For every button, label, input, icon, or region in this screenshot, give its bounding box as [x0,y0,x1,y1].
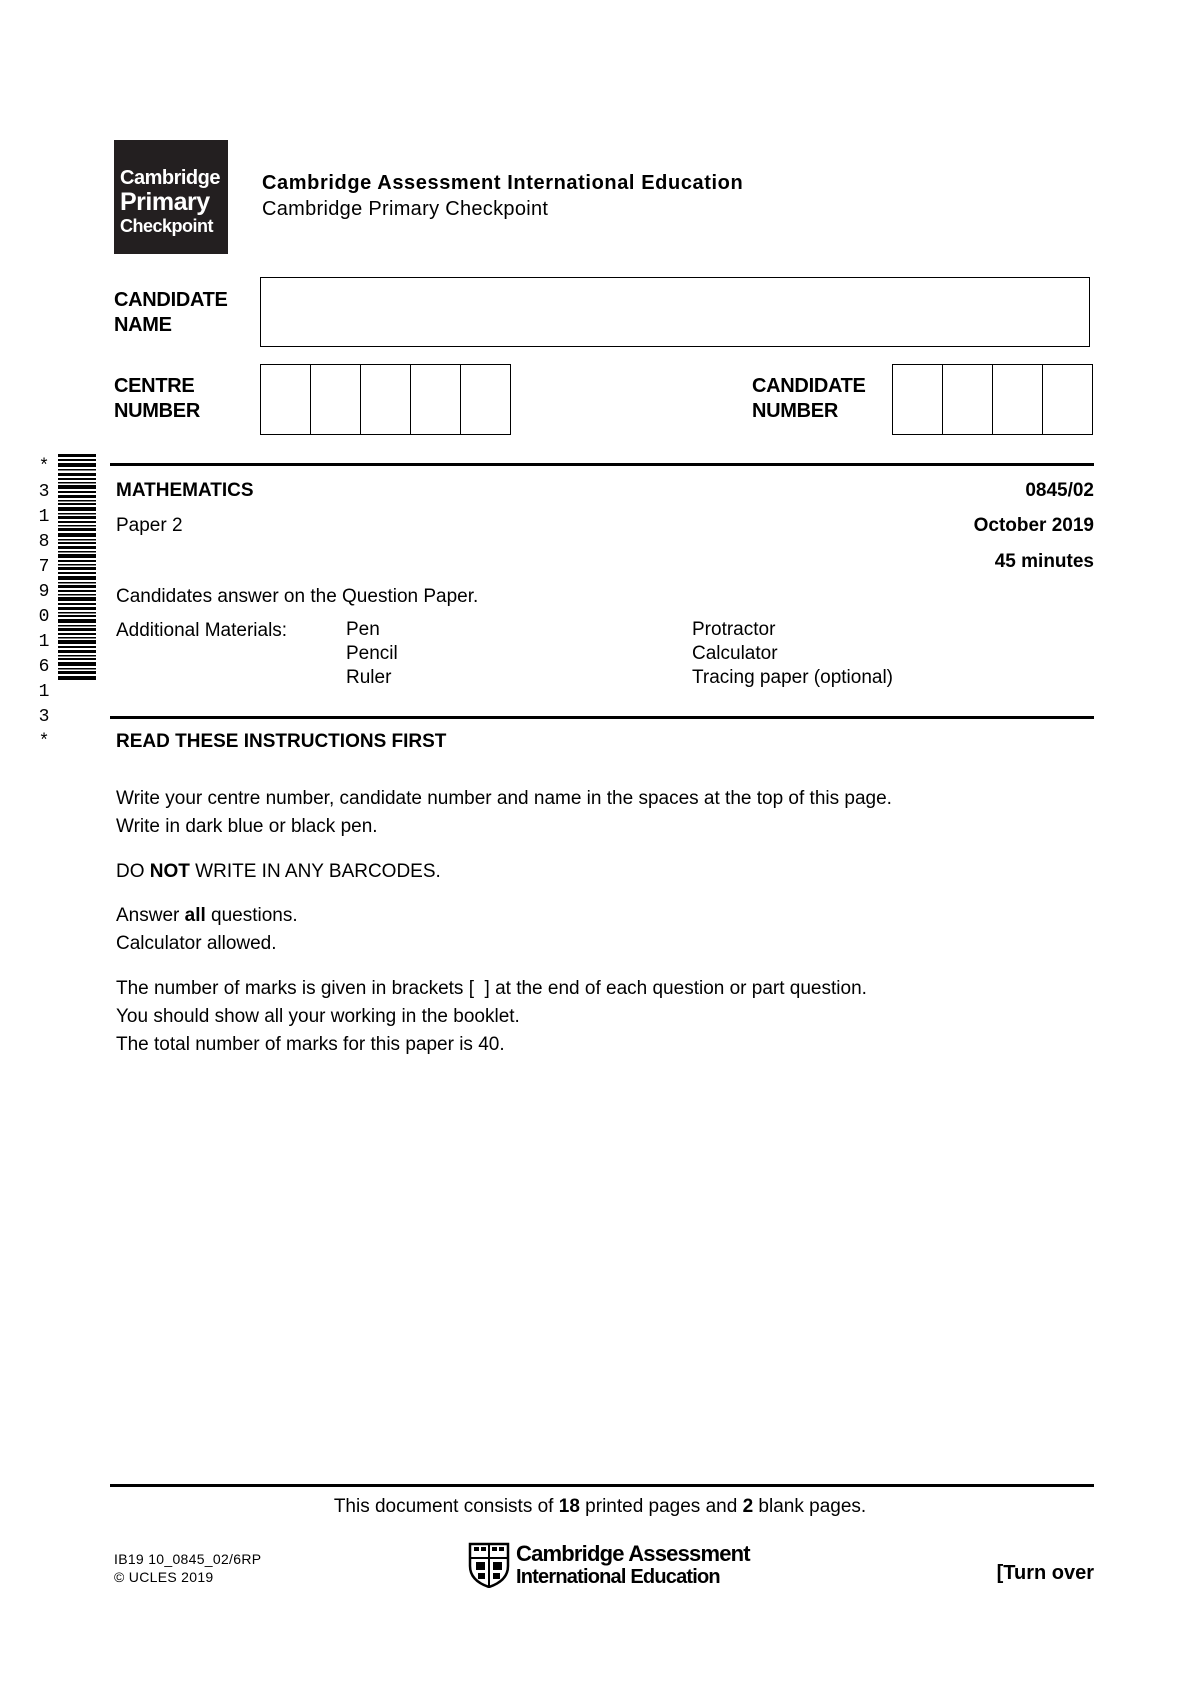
barcode-digit: * [38,732,50,752]
barcode-digit: 7 [38,557,50,577]
barcode-digit: 1 [38,682,50,702]
divider-top [110,463,1094,466]
page-count-note [0,1496,1200,1518]
instruction-line: Write your centre number, candidate number and name in the spaces at the top of this page. [116,788,892,809]
instruction-text: questions. [205,905,298,926]
paper-code: 0845/02 [1025,480,1094,501]
instruction-emphasis: NOT [149,861,190,882]
instruction-line: The total number of marks for this paper is 40. [116,1034,505,1055]
candidate-name-label-line2: NAME [114,314,172,336]
instruction-text: WRITE IN ANY BARCODES. [189,861,441,882]
instructions-heading: READ THESE INSTRUCTIONS FIRST [116,731,447,752]
instruction-emphasis: all [184,905,206,926]
instruction-line: Calculator allowed. [116,933,277,954]
centre-number-digit-box[interactable] [311,365,361,434]
instruction-text: DO [116,861,150,882]
divider-middle [110,716,1094,719]
barcode-digit: 9 [38,582,50,602]
centre-number-label-line2: NUMBER [114,400,200,422]
centre-number-boxes[interactable] [260,364,511,435]
barcode-digit: 3 [38,482,50,502]
material-item: Ruler [346,667,392,688]
instruction-1 [116,785,892,841]
materials-list-2 [692,618,893,690]
logo-line-3: Checkpoint [120,216,214,236]
barcode-digit: 8 [38,532,50,552]
candidate-number-label [752,374,866,424]
logo-line-2: Primary [120,188,210,216]
shield-crest-icon [468,1542,510,1588]
note-text: blank pages. [753,1496,867,1517]
centre-number-digit-box[interactable] [411,365,461,434]
instruction-line: You should show all your working in the booklet. [116,1006,520,1027]
instruction-3 [116,902,298,958]
candidate-name-label-line1: CANDIDATE [114,289,228,311]
candidate-number-digit-box[interactable] [943,365,993,434]
centre-number-digit-box[interactable] [361,365,411,434]
document-reference: IB19 10_0845_02/6RP [114,1551,262,1567]
publisher-name [516,1543,750,1587]
barcode-digit: * [38,457,50,477]
candidate-number-digit-box[interactable] [1043,365,1092,434]
centre-number-digit-box[interactable] [261,365,311,434]
instruction-line: Write in dark blue or black pen. [116,816,378,837]
cambridge-assessment-logo [468,1542,750,1588]
candidate-number-digit-box[interactable] [893,365,943,434]
instruction-line [116,902,298,930]
logo-line-1: Cambridge [120,167,220,189]
blank-pages-count: 2 [742,1496,754,1517]
materials-list-1 [346,618,398,690]
instruction-text: Answer [116,905,185,926]
barcode-digit: 6 [38,657,50,677]
subject: MATHEMATICS [116,480,254,501]
candidate-number-label-line1: CANDIDATE [752,375,866,397]
printed-pages-count: 18 [558,1496,580,1517]
copyright: © UCLES 2019 [114,1569,214,1585]
candidate-number-digit-box[interactable] [993,365,1043,434]
barcode-digit: 1 [38,632,50,652]
organisation-name: Cambridge Assessment International Education [262,172,744,194]
publisher-line-1: Cambridge Assessment [516,1541,750,1566]
cambridge-primary-checkpoint-logo [114,140,228,254]
paper-number: Paper 2 [116,515,183,536]
note-text: This document consists of [333,1496,559,1517]
session: October 2019 [973,515,1094,536]
divider-bottom [110,1484,1094,1487]
publisher-line-2: International Education [516,1566,720,1588]
note-text: printed pages and [579,1496,743,1517]
material-item: Pen [346,619,380,640]
centre-number-label-line1: CENTRE [114,375,195,397]
material-item: Tracing paper (optional) [692,667,894,688]
instruction-line: The number of marks is given in brackets [ ] at the end of each question or part question. [116,978,867,999]
barcode-image [58,454,96,680]
instruction-4 [116,975,867,1059]
candidate-name-label [114,288,228,338]
document-code [114,1550,261,1586]
instruction-2 [116,858,441,886]
barcode-digit: 3 [38,707,50,727]
candidate-name-field[interactable] [260,277,1090,347]
candidate-number-boxes[interactable] [892,364,1093,435]
materials-label: Additional Materials: [116,620,288,641]
material-item: Pencil [346,643,398,664]
turn-over-label: [Turn over [996,1562,1094,1584]
centre-number-label [114,374,200,424]
barcode-number [32,455,56,755]
barcode-digit: 0 [38,607,50,627]
material-item: Protractor [692,619,776,640]
centre-number-digit-box[interactable] [461,365,510,434]
programme-name: Cambridge Primary Checkpoint [262,198,549,220]
answer-note: Candidates answer on the Question Paper. [116,586,479,607]
material-item: Calculator [692,643,778,664]
duration: 45 minutes [994,551,1094,572]
barcode-digit: 1 [38,507,50,527]
candidate-number-label-line2: NUMBER [752,400,838,422]
